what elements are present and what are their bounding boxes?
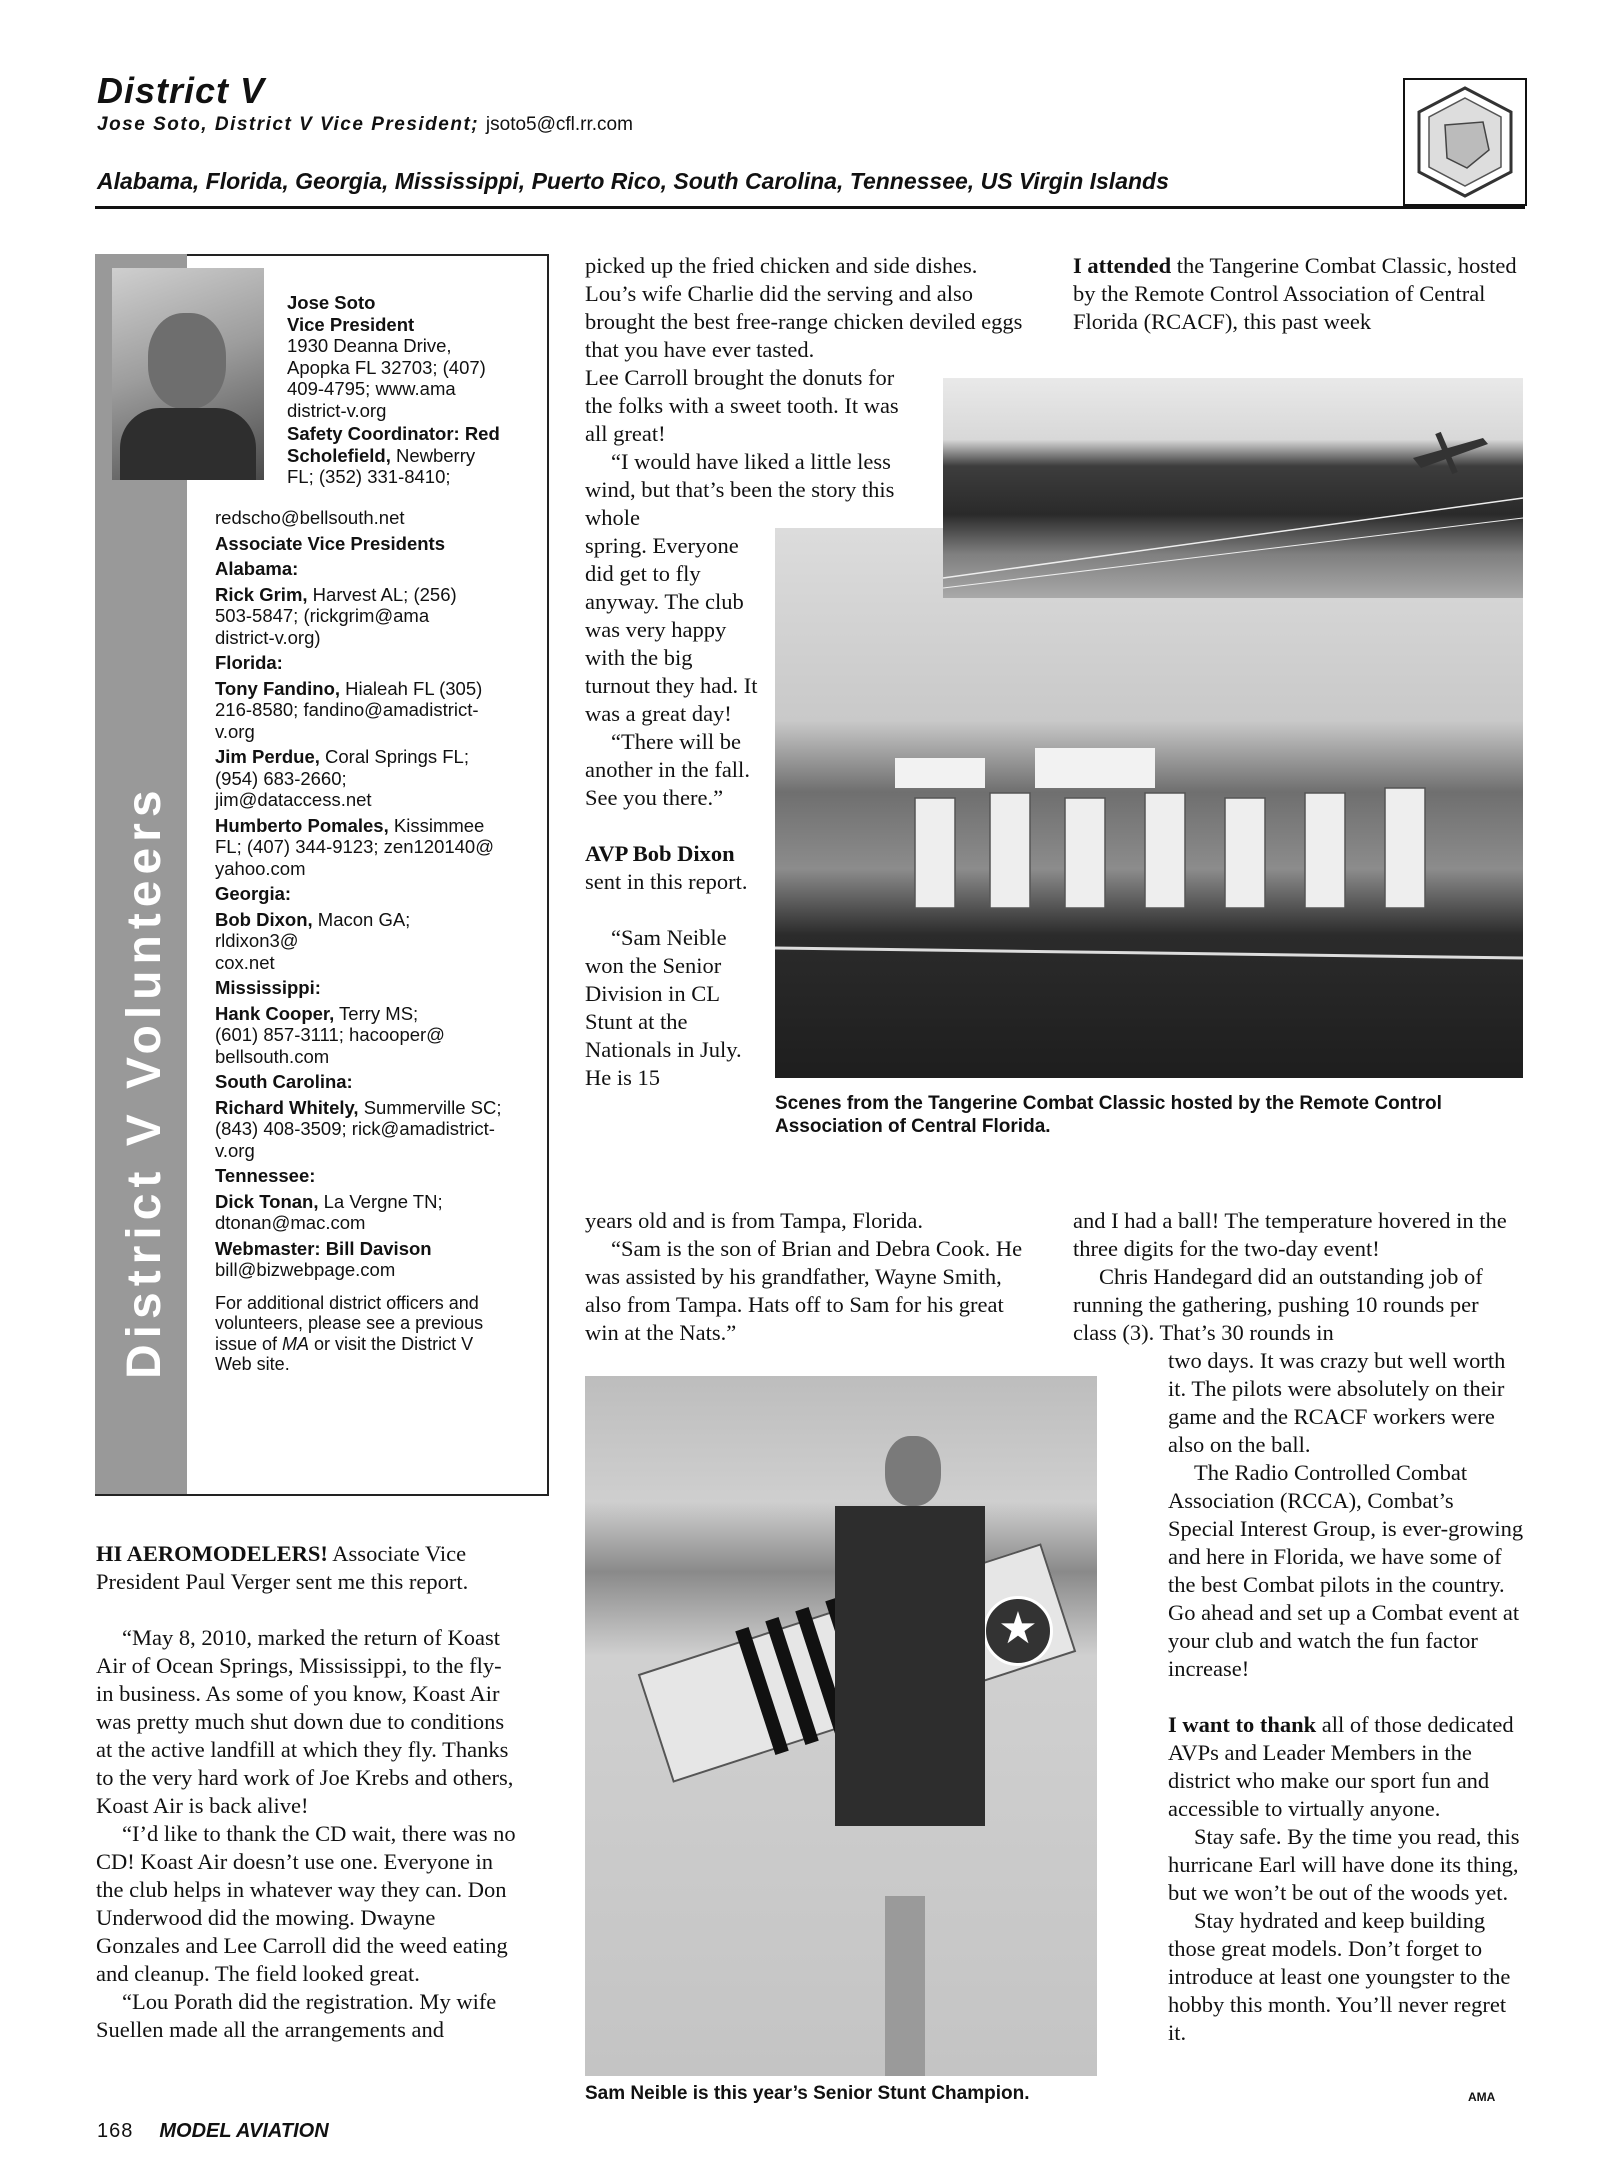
header-rule (95, 206, 1525, 209)
vp-email[interactable]: jsoto5@cfl.rr.com (485, 114, 633, 135)
vp-address-2: Apopka FL 32703; (407) (287, 356, 486, 378)
magazine-name: MODEL AVIATION (159, 2120, 329, 2142)
vp-title: Vice President (287, 313, 415, 335)
vp-address-4: district-v.org (287, 399, 387, 421)
combat-group-photo (775, 528, 1523, 1078)
webmaster-label: Webmaster: Bill Davison (215, 1237, 432, 1259)
safety-email[interactable]: redscho@bellsouth.net (215, 507, 405, 528)
koast-air-paragraph: “May 8, 2010, marked the return of Koast Air of Ocean Springs, Mississippi, to the fly-in business. As some of you know, Koast Air was pretty much shut down due to conditions at the active landfill at which they fly. Thanks to the very hard work of Joe Krebs and others, Koast Air is back alive! (96, 1625, 514, 1818)
star-insignia-icon: ★ (983, 1596, 1053, 1666)
combat-photo-caption: Scenes from the Tangerine Combat Classic hosted by the Remote Control Association of Central Florida. (775, 1093, 1442, 1137)
intro-lead: HI AEROMODELERS! (96, 1541, 328, 1566)
safety-phone: FL; (352) 331-8410; (287, 466, 451, 487)
stunt-photo-caption: Sam Neible is this year’s Senior Stunt Champion. (585, 2083, 1030, 2104)
registration-paragraph: “Lou Porath did the registration. My wife Suellen made all the arrangements and (96, 1989, 497, 2042)
thanks-lead: I want to thank (1168, 1712, 1317, 1737)
ama-end-mark: AMA (1468, 2090, 1496, 2104)
vp-portrait-photo (112, 268, 264, 480)
header-subtitle (97, 114, 633, 136)
webmaster-email[interactable]: bill@bizwebpage.com (215, 1259, 396, 1280)
alabama-heading: Alabama: (215, 558, 299, 579)
volunteer-list: redscho@bellsouth.net Associate Vice Presidents Alabama: Rick Grim, Harvest AL; (256) 503-5847; (rickgrim@ama district-v.org) Florida: Tony Fandino, Hialeah FL (305) 216-8580; fandino@amadistrict- v.org Jim Perdue, Coral Springs FL; (954) 683-2660; jim@dataccess.net Humberto Pomales, Kissimmee FL; (407) 344-9123; zen120140@ yahoo.com Georgia: Bob Dixon, Macon GA; rldixon3@ cox.net Mississippi: Hank Cooper, Terry MS; (601) 857-3111; hacooper@ bellsouth.com South Carolina: Richard Whitely, Summerville SC; (843) 408-3509; rick@amadistrict- v.org Tennessee: Dick Tonan, La Vergne TN; dtonan@mac.com Webmaster: Bill Davison bill@bizwebpage.com For additional district officers and volunteers, please see a previous issue of MA or visit the District V Web site. (215, 507, 540, 1375)
sidebar-band-label: District V Volunteers (118, 784, 171, 1379)
article-column-3-top: I attended the Tangerine Combat Classic, hosted by the Remote Control Association of Central Florida (RCACF), this past week (1073, 253, 1517, 334)
mississippi-heading: Mississippi: (215, 977, 321, 998)
article-column-1: HI AEROMODELERS! Associate Vice President Paul Verger sent me this report. “May 8, 2010, marked the return of Koast Air of Ocean Springs, Mississippi, to the fly-in business. As some of you know, Koast Air was pretty much shut down due to conditions at the active landfill at which they fly. Thanks to the very hard work of Joe Krebs and others, Koast Air is back alive! “I’d like to thank the CD wait, there was no CD! Koast Air doesn’t use one. Everyone in the club helps in whatever way they can. Don Underwood did the mowing. Dwayne Gonzales and Lee Carroll did the weed eating and cleanup. The field looked great. “Lou Porath did the registration. My wife Suellen made all the arrangements and (96, 1541, 516, 2042)
district-v-seal-icon (1403, 78, 1527, 206)
safety-coordinator-label: Safety Coordinator: Red (287, 423, 500, 444)
south-carolina-heading: South Carolina: (215, 1071, 353, 1092)
page-footer (97, 2120, 329, 2143)
vp-address-1: 1930 Deanna Drive, (287, 335, 452, 356)
tennessee-heading: Tennessee: (215, 1165, 316, 1186)
article-column-2-top: picked up the fried chicken and side dishes. Lou’s wife Charlie did the serving and also brought the best free-range chicken deviled eggs that you have ever tasted. (585, 253, 1023, 362)
district-states: Alabama, Florida, Georgia, Mississippi, Puerto Rico, South Carolina, Tennessee, US Virgin Islands (97, 168, 1169, 194)
vp-contact: Jose Soto Vice President 1930 Deanna Drive, Apopka FL 32703; (407) 409-4795; www.ama district-v.org Safety Coordinator: Red Scholefield, Newberry FL; (352) 331-8410; (287, 292, 542, 488)
vp-byline: Jose Soto, District V Vice President; (97, 114, 480, 135)
vp-name: Jose Soto (287, 292, 376, 313)
cd-paragraph: “I’d like to thank the CD wait, there was no CD! Koast Air doesn’t use one. Everyone in the club helps in whatever way they can. Don Underwood did the mowing. Dwayne Gonzales and Lee Carroll did the weed eating and cleanup. The field looked great. (96, 1821, 516, 1986)
attended-lead: I attended (1073, 253, 1172, 278)
vp-address-3: 409-4795; www.ama (287, 378, 456, 399)
page-title: District V (97, 70, 266, 111)
georgia-heading: Georgia: (215, 883, 292, 904)
avp-heading: Associate Vice Presidents (215, 532, 446, 554)
stunt-champion-photo (585, 1376, 1097, 2076)
avp-bob-lead: AVP Bob Dixon (585, 841, 735, 866)
combat-flight-photo (943, 378, 1523, 598)
page-number: 168 (97, 2120, 134, 2142)
safety-name: Scholefield, (287, 444, 391, 466)
sidebar-footnote: For additional district officers and volunteers, please see a previous issue of MA or visit the District V Web site. (215, 1292, 484, 1374)
florida-heading: Florida: (215, 652, 283, 673)
